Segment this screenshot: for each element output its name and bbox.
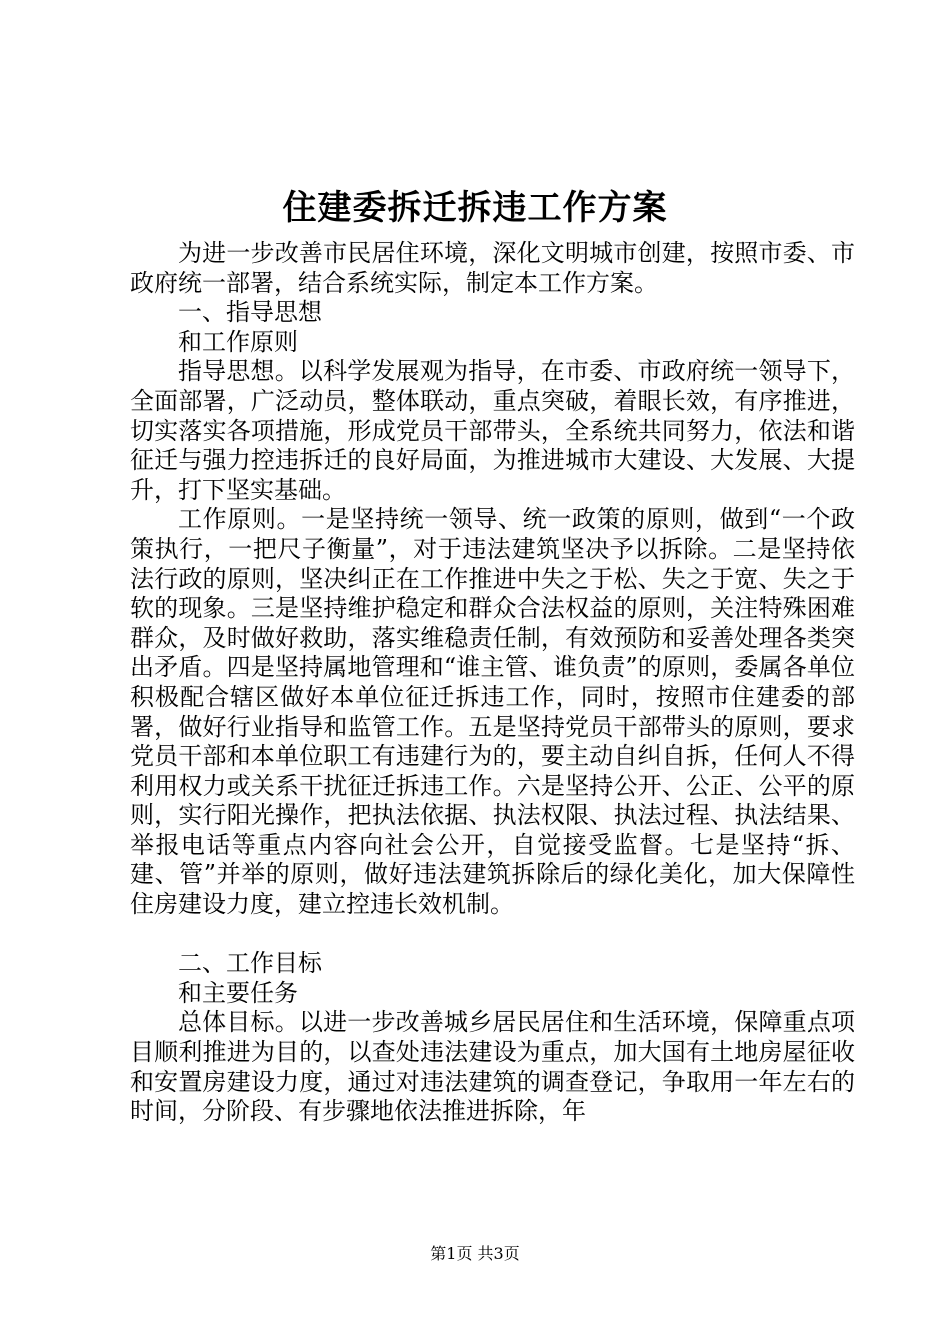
paragraph-gap [130, 920, 855, 950]
document-title: 住建委拆迁拆违工作方案 [282, 188, 668, 228]
section-heading-1-line-2: 和工作原则 [178, 327, 298, 356]
page-footer: 第1页 共3页 [430, 1244, 520, 1263]
document-body [130, 239, 855, 1127]
section-heading-2-line-2: 和主要任务 [178, 978, 298, 1007]
work-principles-paragraph: 工作原则。一是坚持统一领导、统一政策的原则，做到“一个政策执行，一把尺子衡量”，对于违法建筑坚决予以拆除。二是坚持依法行政的原则，坚决纠正在工作推进中失之于松、失之于宽、失之于软的现象。三是坚持维护稳定和群众合法权益的原则，关注特殊困难群众，及时做好救助，落实维稳责任制，有效预防和妥善处理各类突出矛盾。四是坚持属地管理和“谁主管、谁负责”的原则，委属各单位积极配合辖区做好本单位征迁拆违工作，同时，按照市住建委的部署，做好行业指导和监管工作。五是坚持党员干部带头的原则，要求党员干部和本单位职工有违建行为的，要主动自纠自拆，任何人不得利用权力或关系干扰征迁拆违工作。六是坚持公开、公正、公平的原则，实行阳光操作，把执法依据、执法权限、执法过程、执法结果、举报电话等重点内容向社会公开，自觉接受监督。七是坚持“拆、建、管”并举的原则，做好违法建筑拆除后的绿化美化，加大保障性住房建设力度，建立控违长效机制。 [130, 505, 855, 919]
overall-goal-paragraph: 总体目标。以进一步改善城乡居民居住和生活环境，保障重点项目顺利推进为目的，以查处违法建设为重点，加大国有土地房屋征收和安置房建设力度，通过对违法建筑的调查登记，争取用一年左右的时间，分阶段、有步骤地依法推进拆除，年 [130, 1008, 855, 1126]
section-heading-2-line-1: 二、工作目标 [178, 949, 322, 978]
guiding-thought-paragraph: 指导思想。以科学发展观为指导，在市委、市政府统一领导下，全面部署，广泛动员，整体联动，重点突破，着眼长效，有序推进，切实落实各项措施，形成党员干部带头，全系统共同努力，依法和谐征迁与强力控违拆迁的良好局面，为推进城市大建设、大发展、大提升，打下坚实基础。 [130, 357, 855, 504]
intro-paragraph: 为进一步改善市民居住环境，深化文明城市创建，按照市委、市政府统一部署，结合系统实际，制定本工作方案。 [130, 239, 855, 297]
section-heading-1-line-1: 一、指导思想 [178, 298, 322, 327]
